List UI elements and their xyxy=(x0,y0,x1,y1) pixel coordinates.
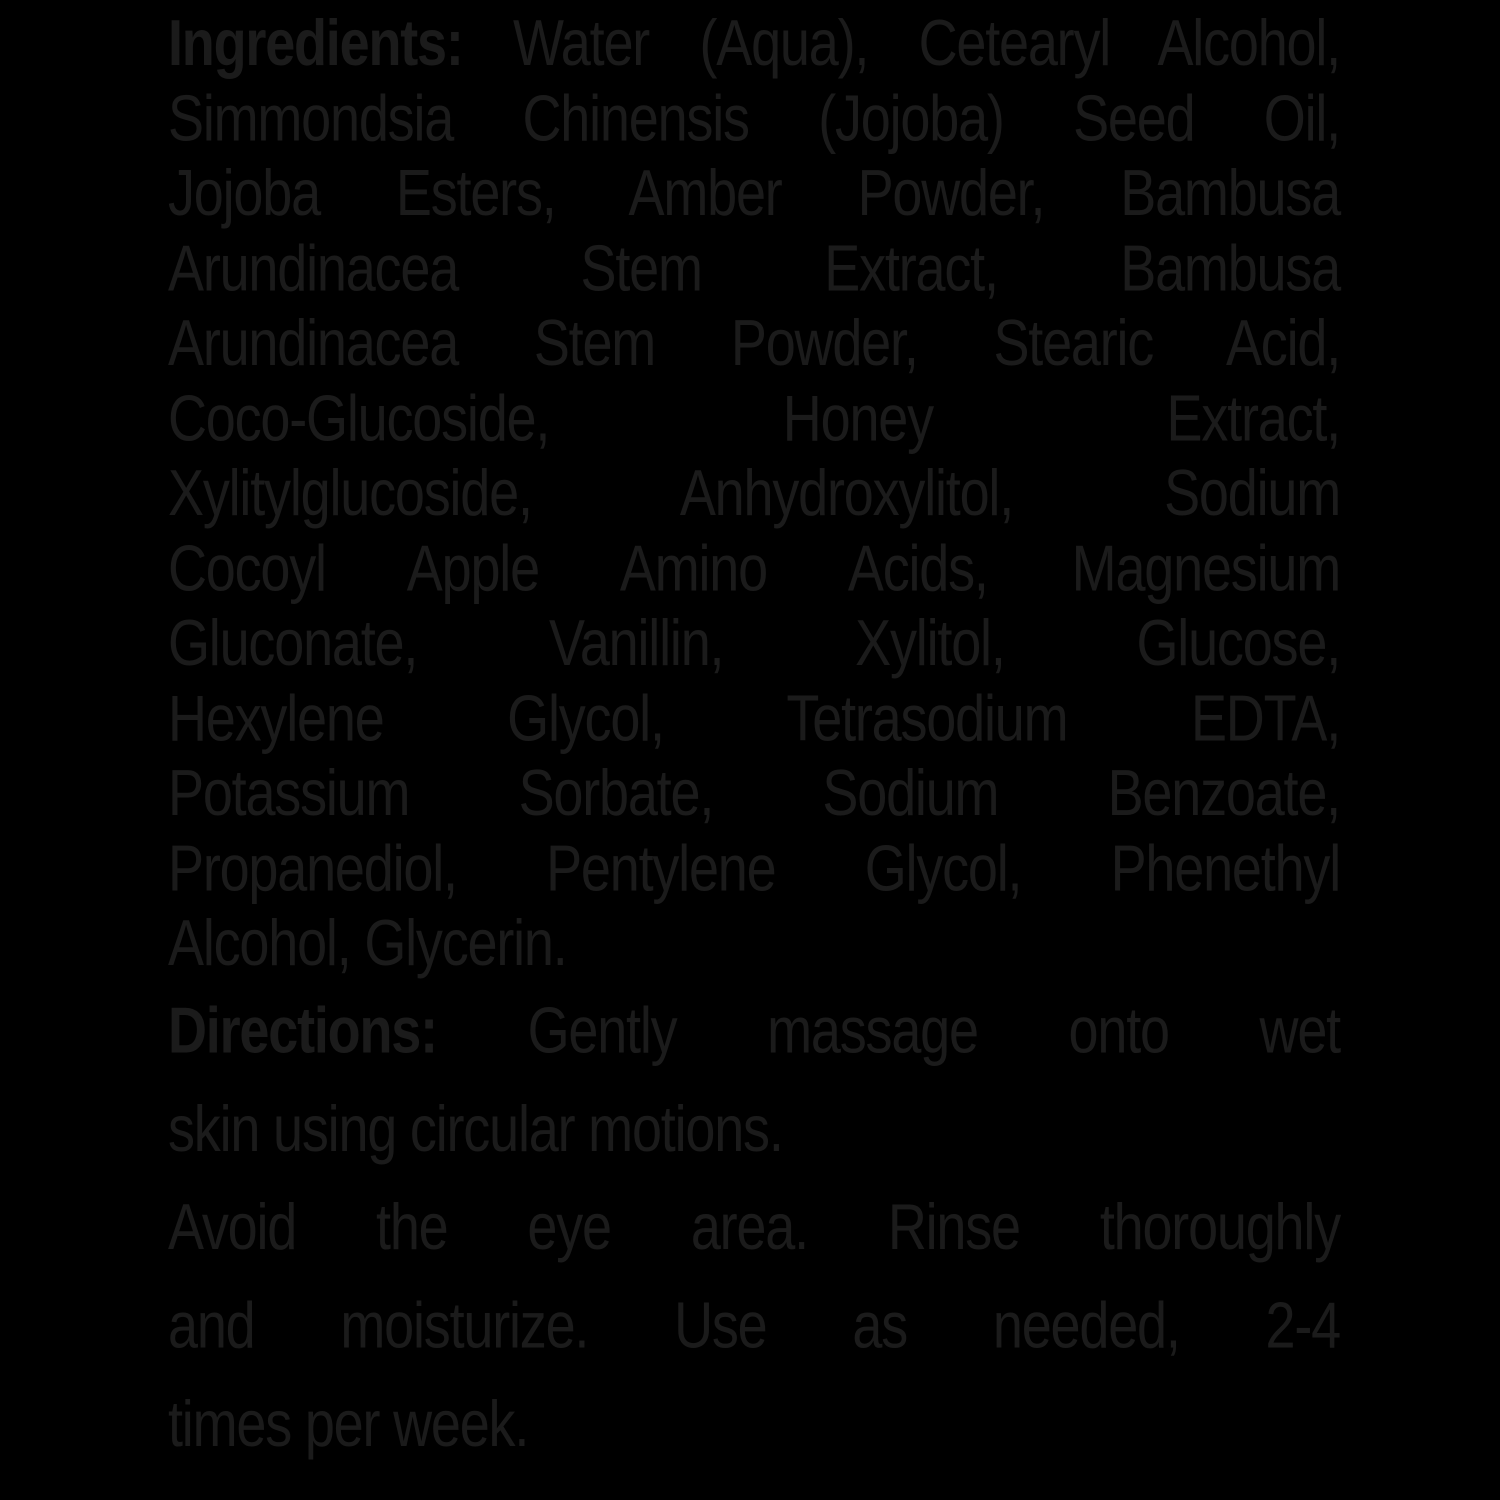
directions-line xyxy=(168,981,1340,1079)
ingredients-line xyxy=(168,6,1340,81)
ingredients-line: Simmondsia Chinensis (Jojoba) Seed Oil, xyxy=(168,82,1340,155)
ingredients-text: Water (Aqua), Cetearyl Alcohol, xyxy=(513,7,1340,80)
ingredients-heading: Ingredients: xyxy=(168,7,463,80)
ingredients-line: Potassium Sorbate, Sodium Benzoate, xyxy=(168,757,1340,830)
ingredients-line: Arundinacea Stem Extract, Bambusa xyxy=(168,232,1340,305)
ingredients-line: Jojoba Esters, Amber Powder, Bambusa xyxy=(168,157,1340,230)
ingredients-line: Coco-Glucoside, Honey Extract, xyxy=(168,382,1340,455)
ingredients-line: Xylitylglucoside, Anhydroxylitol, Sodium xyxy=(168,457,1340,530)
directions-line: and moisturize. Use as needed, 2-4 xyxy=(168,1289,1340,1362)
directions-line: skin using circular motions. xyxy=(168,1092,783,1165)
label-text-block xyxy=(168,6,1340,1473)
ingredients-line-last: Alcohol, Glycerin. xyxy=(168,907,567,980)
ingredients-line: Gluconate, Vanillin, Xylitol, Glucose, xyxy=(168,607,1340,680)
ingredients-line: Cocoyl Apple Amino Acids, Magnesium xyxy=(168,532,1340,605)
ingredients-line: Propanediol, Pentylene Glycol, Phenethyl xyxy=(168,832,1340,905)
ingredients-line: Arundinacea Stem Powder, Stearic Acid, xyxy=(168,307,1340,380)
directions-text: Gently massage onto wet xyxy=(527,994,1340,1067)
directions-line: Avoid the eye area. Rinse thoroughly xyxy=(168,1191,1340,1263)
ingredients-line: Hexylene Glycol, Tetrasodium EDTA, xyxy=(168,682,1340,755)
directions-heading: Directions: xyxy=(168,994,437,1067)
directions-line-last: times per week. xyxy=(168,1387,529,1460)
